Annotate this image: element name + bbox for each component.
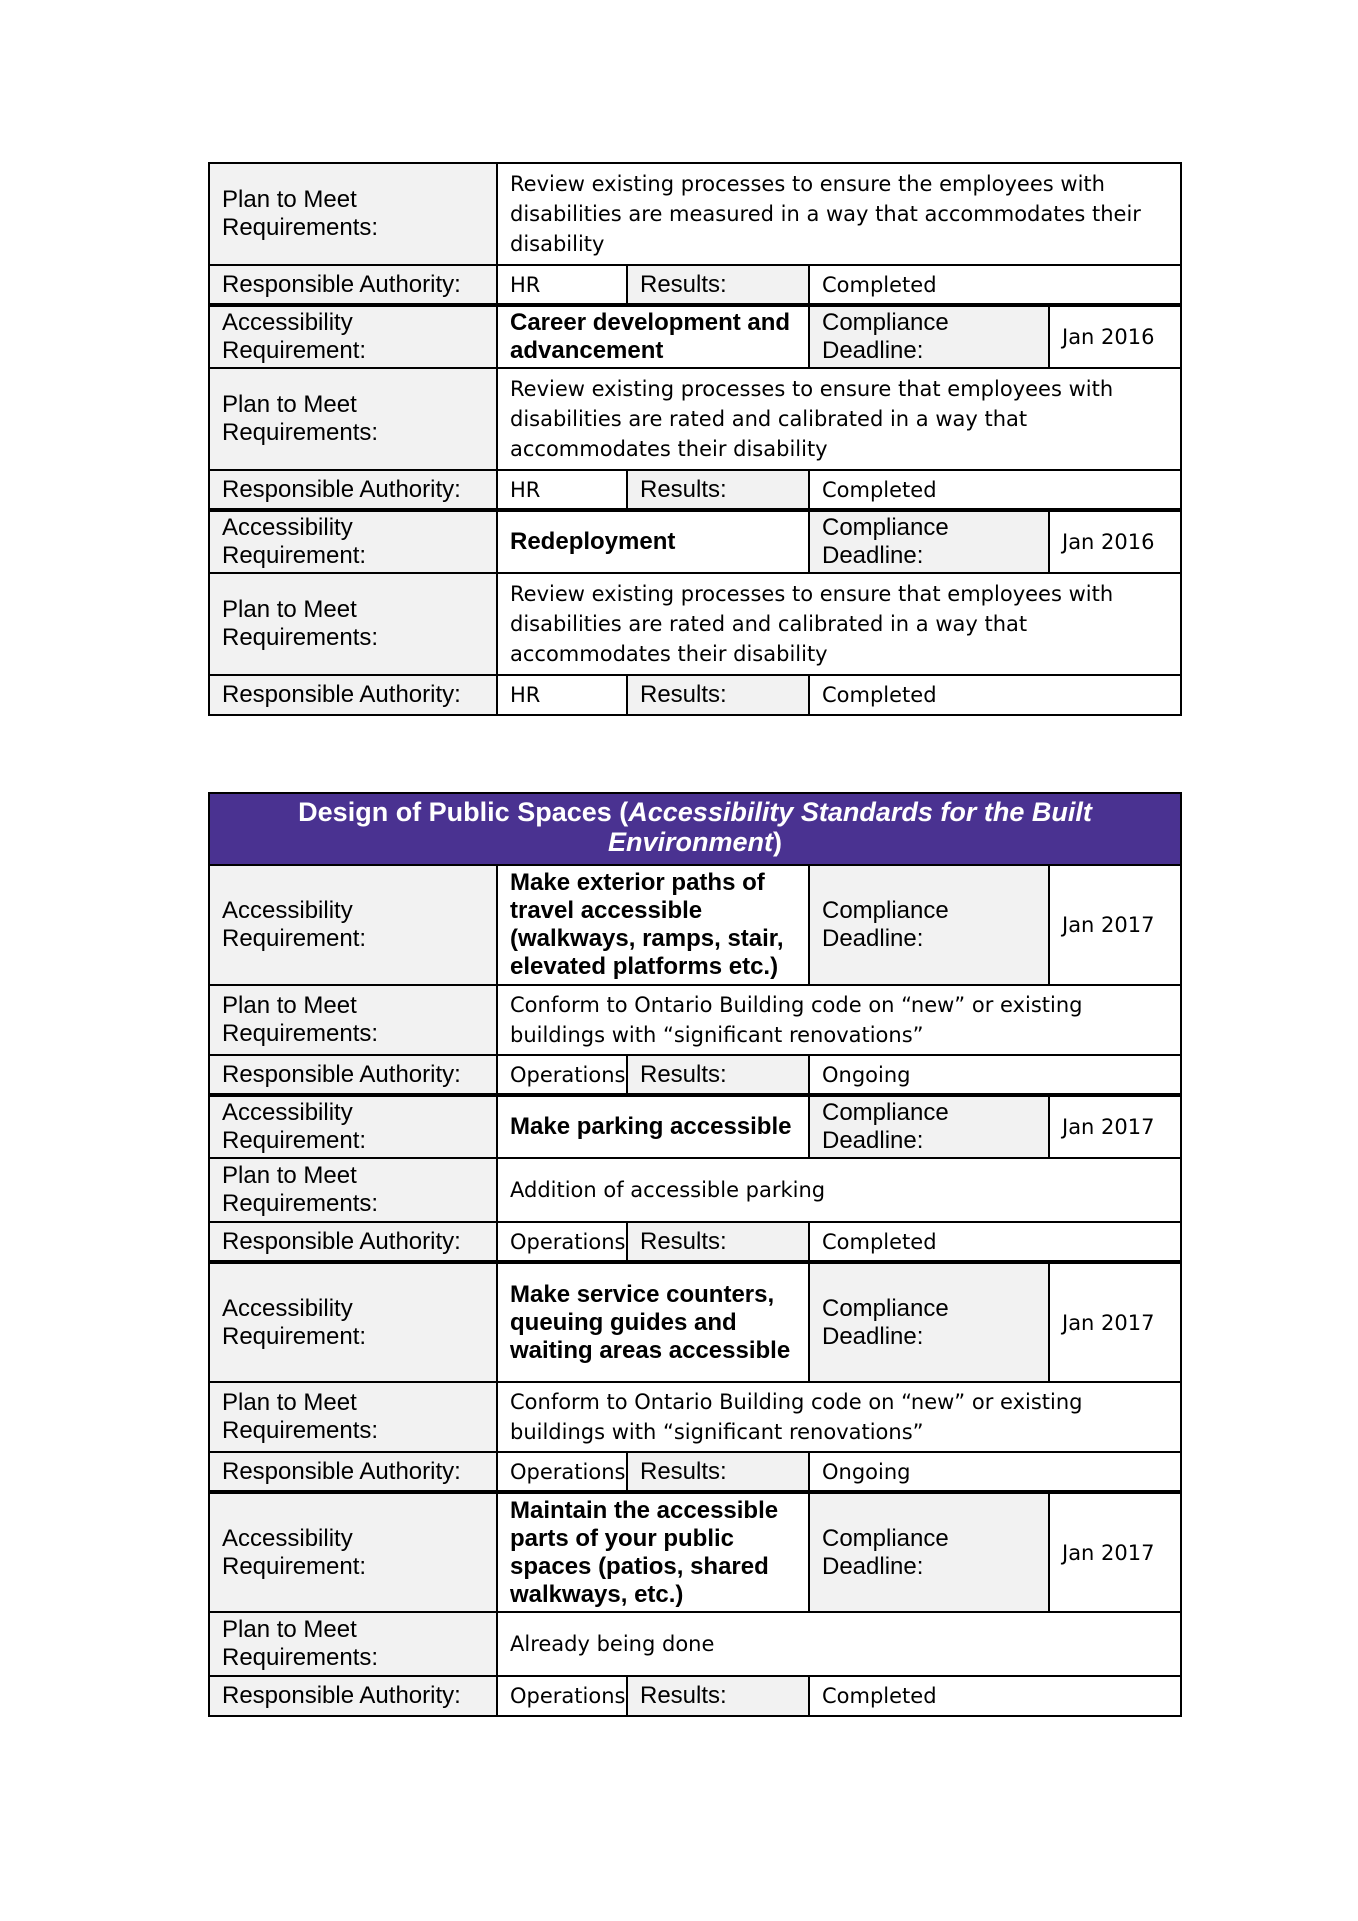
- plan-value: Review existing processes to ensure the employees with disabilities are measured in a way that accommodates their disability: [497, 163, 1181, 265]
- accessibility-label: Accessibility Requirement:: [209, 305, 497, 368]
- plan-value: Review existing processes to ensure that employees with disabilities are rated and calibrated in a way that accommodates their disability: [497, 368, 1181, 470]
- deadline-label: Compliance Deadline:: [809, 1492, 1049, 1612]
- results-value: Completed: [809, 1676, 1181, 1716]
- authority-row: [209, 470, 1181, 510]
- plan-row: [209, 1158, 1181, 1222]
- authority-value: Operations: [497, 1222, 627, 1262]
- plan-value: Already being done: [497, 1612, 1181, 1676]
- results-label: Results:: [627, 265, 809, 305]
- plan-row: [209, 573, 1181, 675]
- authority-label: Responsible Authority:: [209, 470, 497, 510]
- requirement-row: [209, 305, 1181, 368]
- plan-label: Plan to Meet Requirements:: [209, 1612, 497, 1676]
- authority-label: Responsible Authority:: [209, 1055, 497, 1095]
- plan-label: Plan to Meet Requirements:: [209, 368, 497, 470]
- results-label: Results:: [627, 1452, 809, 1492]
- plan-row: [209, 1382, 1181, 1452]
- plan-label: Plan to Meet Requirements:: [209, 163, 497, 265]
- deadline-value: Jan 2017: [1049, 1262, 1181, 1382]
- plan-label: Plan to Meet Requirements:: [209, 985, 497, 1055]
- accessibility-label: Accessibility Requirement:: [209, 510, 497, 573]
- table-title: [209, 793, 1181, 865]
- authority-value: Operations: [497, 1055, 627, 1095]
- requirement-value: Make service counters, queuing guides and waiting areas accessible: [497, 1262, 809, 1382]
- authority-row: [209, 1676, 1181, 1716]
- plan-value: Conform to Ontario Building code on “new” or existing buildings with “significant renovations”: [497, 1382, 1181, 1452]
- plan-label: Plan to Meet Requirements:: [209, 573, 497, 675]
- deadline-label: Compliance Deadline:: [809, 305, 1049, 368]
- deadline-value: Jan 2017: [1049, 865, 1181, 985]
- requirement-value: Make exterior paths of travel accessible (walkways, ramps, stair, elevated platforms etc.): [497, 865, 809, 985]
- plan-row: [209, 368, 1181, 470]
- deadline-value: Jan 2017: [1049, 1095, 1181, 1158]
- results-value: Completed: [809, 1222, 1181, 1262]
- authority-row: [209, 1222, 1181, 1262]
- plan-value: Addition of accessible parking: [497, 1158, 1181, 1222]
- title-plain: Design of Public Spaces (: [298, 797, 629, 827]
- table-header-row: [209, 793, 1181, 865]
- requirement-value: Maintain the accessible parts of your public spaces (patios, shared walkways, etc.): [497, 1492, 809, 1612]
- public-spaces-table: [208, 792, 1182, 1717]
- authority-value: HR: [497, 675, 627, 715]
- requirement-row: [209, 1095, 1181, 1158]
- plan-label: Plan to Meet Requirements:: [209, 1382, 497, 1452]
- authority-label: Responsible Authority:: [209, 1222, 497, 1262]
- authority-row: [209, 1452, 1181, 1492]
- authority-value: Operations: [497, 1676, 627, 1716]
- authority-row: [209, 265, 1181, 305]
- requirement-value: Redeployment: [497, 510, 809, 573]
- authority-value: HR: [497, 265, 627, 305]
- deadline-label: Compliance Deadline:: [809, 865, 1049, 985]
- requirement-row: [209, 510, 1181, 573]
- results-label: Results:: [627, 1055, 809, 1095]
- title-italic: Accessibility Standards for the Built Environment: [608, 797, 1092, 857]
- authority-value: Operations: [497, 1452, 627, 1492]
- plan-row: [209, 163, 1181, 265]
- requirement-row: [209, 1492, 1181, 1612]
- results-value: Completed: [809, 265, 1181, 305]
- accessibility-label: Accessibility Requirement:: [209, 1095, 497, 1158]
- results-value: Ongoing: [809, 1055, 1181, 1095]
- accessibility-label: Accessibility Requirement:: [209, 865, 497, 985]
- deadline-value: Jan 2016: [1049, 510, 1181, 573]
- plan-value: Conform to Ontario Building code on “new” or existing buildings with “significant renovations”: [497, 985, 1181, 1055]
- requirement-row: [209, 1262, 1181, 1382]
- deadline-label: Compliance Deadline:: [809, 1262, 1049, 1382]
- authority-label: Responsible Authority:: [209, 1452, 497, 1492]
- results-value: Ongoing: [809, 1452, 1181, 1492]
- results-value: Completed: [809, 470, 1181, 510]
- title-close: ): [773, 827, 783, 857]
- deadline-label: Compliance Deadline:: [809, 510, 1049, 573]
- plan-row: [209, 985, 1181, 1055]
- results-label: Results:: [627, 675, 809, 715]
- deadline-value: Jan 2017: [1049, 1492, 1181, 1612]
- deadline-label: Compliance Deadline:: [809, 1095, 1049, 1158]
- results-label: Results:: [627, 1222, 809, 1262]
- authority-row: [209, 1055, 1181, 1095]
- results-label: Results:: [627, 470, 809, 510]
- accessibility-label: Accessibility Requirement:: [209, 1262, 497, 1382]
- authority-value: HR: [497, 470, 627, 510]
- employment-standards-table: [208, 162, 1182, 716]
- authority-label: Responsible Authority:: [209, 675, 497, 715]
- results-label: Results:: [627, 1676, 809, 1716]
- requirement-row: [209, 865, 1181, 985]
- plan-row: [209, 1612, 1181, 1676]
- accessibility-label: Accessibility Requirement:: [209, 1492, 497, 1612]
- results-value: Completed: [809, 675, 1181, 715]
- deadline-value: Jan 2016: [1049, 305, 1181, 368]
- plan-value: Review existing processes to ensure that employees with disabilities are rated and calibrated in a way that accommodates their disability: [497, 573, 1181, 675]
- authority-label: Responsible Authority:: [209, 265, 497, 305]
- requirement-value: Make parking accessible: [497, 1095, 809, 1158]
- authority-row: [209, 675, 1181, 715]
- authority-label: Responsible Authority:: [209, 1676, 497, 1716]
- requirement-value: Career development and advancement: [497, 305, 809, 368]
- plan-label: Plan to Meet Requirements:: [209, 1158, 497, 1222]
